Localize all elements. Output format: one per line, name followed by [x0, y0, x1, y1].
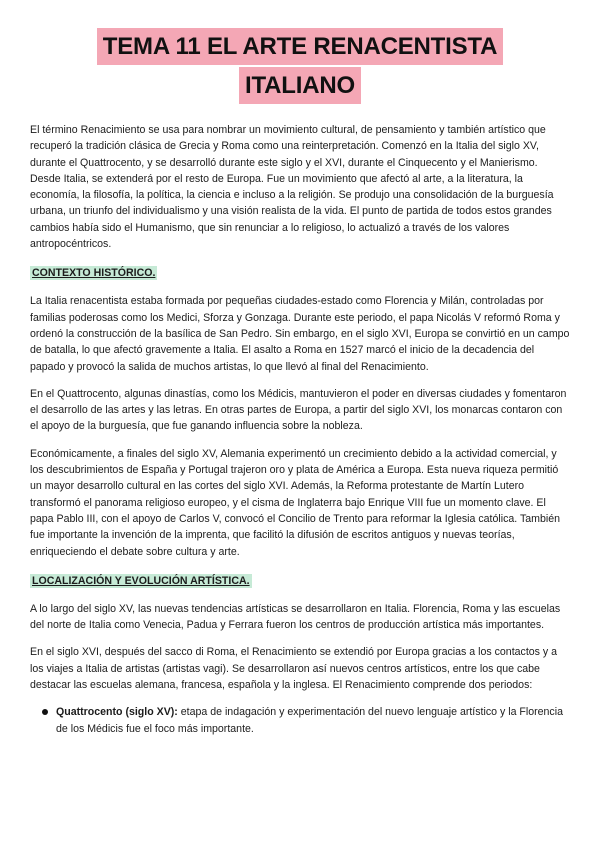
bullet-icon [42, 709, 48, 715]
title-line-2: ITALIANO [239, 67, 361, 104]
period-description: etapa de indagación y experimentación del nuevo lenguaje artístico y la Florencia de los Médicis fue el foco más importante. [56, 706, 563, 735]
contexto-paragraph-1: La Italia renacentista estaba formada por pequeñas ciudades-estado como Florencia y Milán, controladas por familias poderosas como los Medici, Sforza y Gonzaga. Durante este periodo, el papa Nicolás V reformó Roma y ordenó la construcción de la basílica de San Pedro. Sin embargo, en el siglo XVI, Europa se convirtió en un campo de batalla, lo que afectó gravemente a Italia. El asalto a Roma en 1527 marcó el inicio de la decadencia del papado y provocó la salida de muchos artistas, lo que llevó al final del Renacimiento. [30, 295, 570, 373]
contexto-paragraph-2: En el Quattrocento, algunas dinastías, como los Médicis, mantuvieron el poder en diversas ciudades y fomentaron el desarrollo de las artes y las letras. En otras partes de Europa, a partir del siglo XVI, los monarcas contaron con el apoyo de la burguesía, que fue ganando influencia sobre la nobleza. [30, 387, 567, 433]
localizacion-paragraph-1: A lo largo del siglo XV, las nuevas tendencias artísticas se desarrollaron en Italia. Florencia, Roma y las escuelas del norte de Italia como Venecia, Padua y Ferrara fueron los centros de producción artística más importantes. [30, 602, 561, 632]
period-term: Quattrocento (siglo XV): [56, 706, 178, 719]
localizacion-paragraph-2: En el siglo XVI, después del sacco di Roma, el Renacimiento se extendió por Europa gracias a los contactos y a los viajes a Italia de artistas (artistas vagi). Se desarrollaron así nuevos centros artísticos, entre los que cabe destacar las escuelas alemana, francesa, española y la inglesa. El Renacimiento comprende dos periodos: [30, 646, 558, 692]
section-heading-contexto: CONTEXTO HISTÓRICO. [32, 267, 156, 280]
list-item [42, 704, 570, 737]
document-title [30, 28, 570, 106]
section-heading-localizacion: LOCALIZACIÓN Y EVOLUCIÓN ARTÍSTICA. [32, 574, 250, 587]
contexto-paragraph-3: Económicamente, a finales del siglo XV, Alemania experimentó un crecimiento debido a la actividad comercial, y los descubrimientos de España y Portugal trajeron oro y plata de América a Europa. Esta nueva riqueza permitió un mayor desarrollo cultural en las cortes del siglo XVI. Además, la Reforma protestante de Martín Lutero transformó el panorama religioso europeo, y el cisma de Inglaterra bajo Enrique VIII fue un momento clave. El papa Pablo III, con el apoyo de Carlos V, convocó el Concilio de Trento para reformar la Iglesia católica. También fue importante la invención de la imprenta, que facilitó la difusión de escritos antiguos y nuevas teorías, enriqueciendo el debate sobre cultura y arte. [30, 447, 560, 558]
periods-list [30, 704, 570, 737]
intro-paragraph: El término Renacimiento se usa para nombrar un movimiento cultural, de pensamiento y también artístico que recuperó la tradición clásica de Grecia y Roma como una reinterpretación. Comenzó en la Italia del siglo XV, durante el Quattrocento, y se desarrolló durante este siglo y el XVI, durante el Cinquecento y el Manierismo. Desde Italia, se extenderá por el resto de Europa. Fue un movimiento que afectó al arte, a la literatura, la economía, la filosofía, la política, la ciencia e incluso a la religión. Se produjo una consolidación de la burguesía urbana, un triunfo del individualismo y una visión realista de la vida. El punto de partida de todos estos grandes cambios había sido el Humanismo, que sin renunciar a lo religioso, lo actualizó a través de los valores antropocéntricos. [30, 124, 554, 251]
title-line-1: TEMA 11 EL ARTE RENACENTISTA [97, 28, 503, 65]
